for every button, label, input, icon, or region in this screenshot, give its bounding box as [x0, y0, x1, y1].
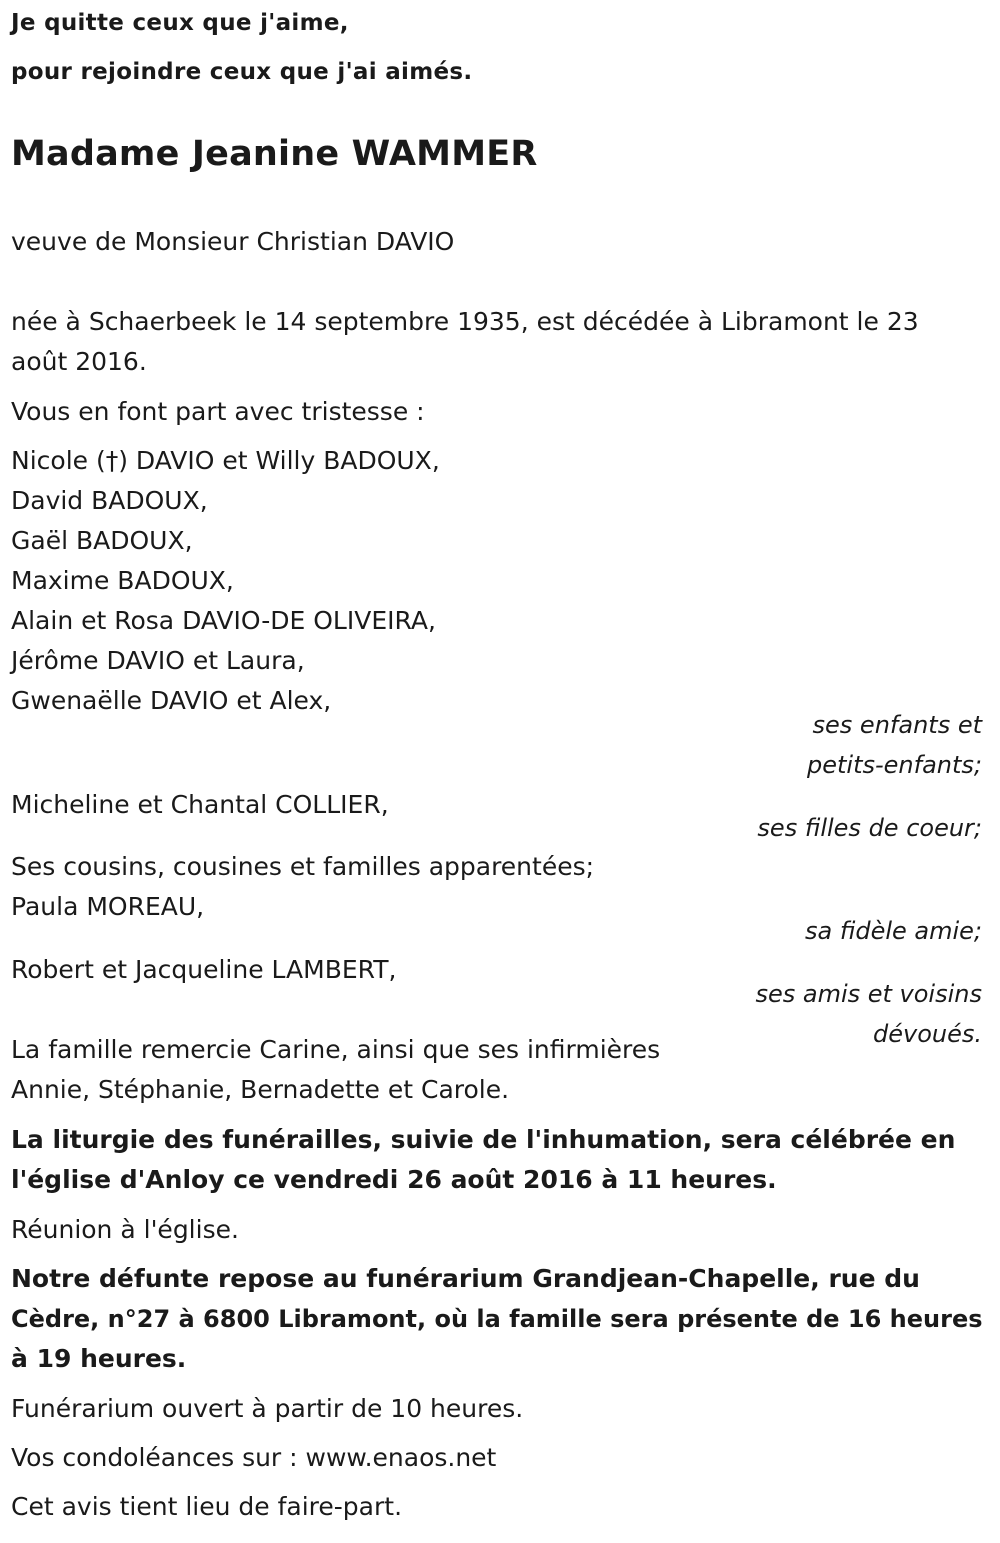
funerarium-line-3: à 19 heures.: [11, 1344, 187, 1373]
funerarium-line-2: Cèdre, n°27 à 6800 Libramont, où la famille sera présente de 16 heures: [11, 1305, 983, 1333]
funerarium-line-1: Notre défunte repose au funérarium Grandjean-Chapelle, rue du: [11, 1264, 920, 1293]
cousins: Ses cousins, cousines et familles apparentées;: [11, 852, 595, 881]
heart-daughters: Micheline et Chantal COLLIER,: [11, 790, 389, 819]
reunion: Réunion à l'église.: [11, 1215, 239, 1244]
list-item: Gaël BADOUX,: [11, 526, 193, 555]
opening-hours: Funérarium ouvert à partir de 10 heures.: [11, 1394, 524, 1423]
list-item: Maxime BADOUX,: [11, 566, 234, 595]
list-item: Alain et Rosa DAVIO-DE OLIVEIRA,: [11, 606, 436, 635]
children-list: [11, 441, 440, 721]
neighbors-note-line-2: dévoués.: [873, 1020, 982, 1048]
epigraph-line-2: pour rejoindre ceux que j'ai aimés.: [11, 59, 473, 85]
epigraph-line-1: Je quitte ceux que j'aime,: [11, 10, 349, 36]
neighbors-note-line-1: ses amis et voisins: [755, 980, 982, 1008]
announcement: Vous en font part avec tristesse :: [11, 397, 425, 426]
birth-death-line-1: née à Schaerbeek le 14 septembre 1935, est décédée à Libramont le 23: [11, 307, 919, 336]
widow-of: veuve de Monsieur Christian DAVIO: [11, 227, 455, 256]
list-item: Gwenaëlle DAVIO et Alex,: [11, 686, 332, 715]
birth-death-line-2: août 2016.: [11, 347, 147, 376]
children-note-line-2: petits-enfants;: [807, 751, 982, 779]
thanks-line-2: Annie, Stéphanie, Bernadette et Carole.: [11, 1075, 510, 1104]
condolences: Vos condoléances sur : www.enaos.net: [11, 1443, 497, 1472]
list-item: Jérôme DAVIO et Laura,: [11, 646, 305, 675]
friend: Paula MOREAU,: [11, 892, 205, 921]
heart-daughters-note: ses filles de coeur;: [757, 814, 982, 842]
neighbors: Robert et Jacqueline LAMBERT,: [11, 955, 397, 984]
deceased-name: Madame Jeanine WAMMER: [11, 134, 538, 174]
liturgy-line-2: l'église d'Anloy ce vendredi 26 août 2016 à 11 heures.: [11, 1165, 777, 1194]
liturgy-line-1: La liturgie des funérailles, suivie de l'inhumation, sera célébrée en: [11, 1125, 956, 1154]
children-note-line-1: ses enfants et: [812, 711, 982, 739]
friend-note: sa fidèle amie;: [804, 917, 982, 945]
list-item: Nicole (†) DAVIO et Willy BADOUX,: [11, 446, 440, 475]
notice: Cet avis tient lieu de faire-part.: [11, 1492, 403, 1521]
list-item: David BADOUX,: [11, 486, 208, 515]
thanks-line-1: La famille remercie Carine, ainsi que ses infirmières: [11, 1035, 661, 1064]
